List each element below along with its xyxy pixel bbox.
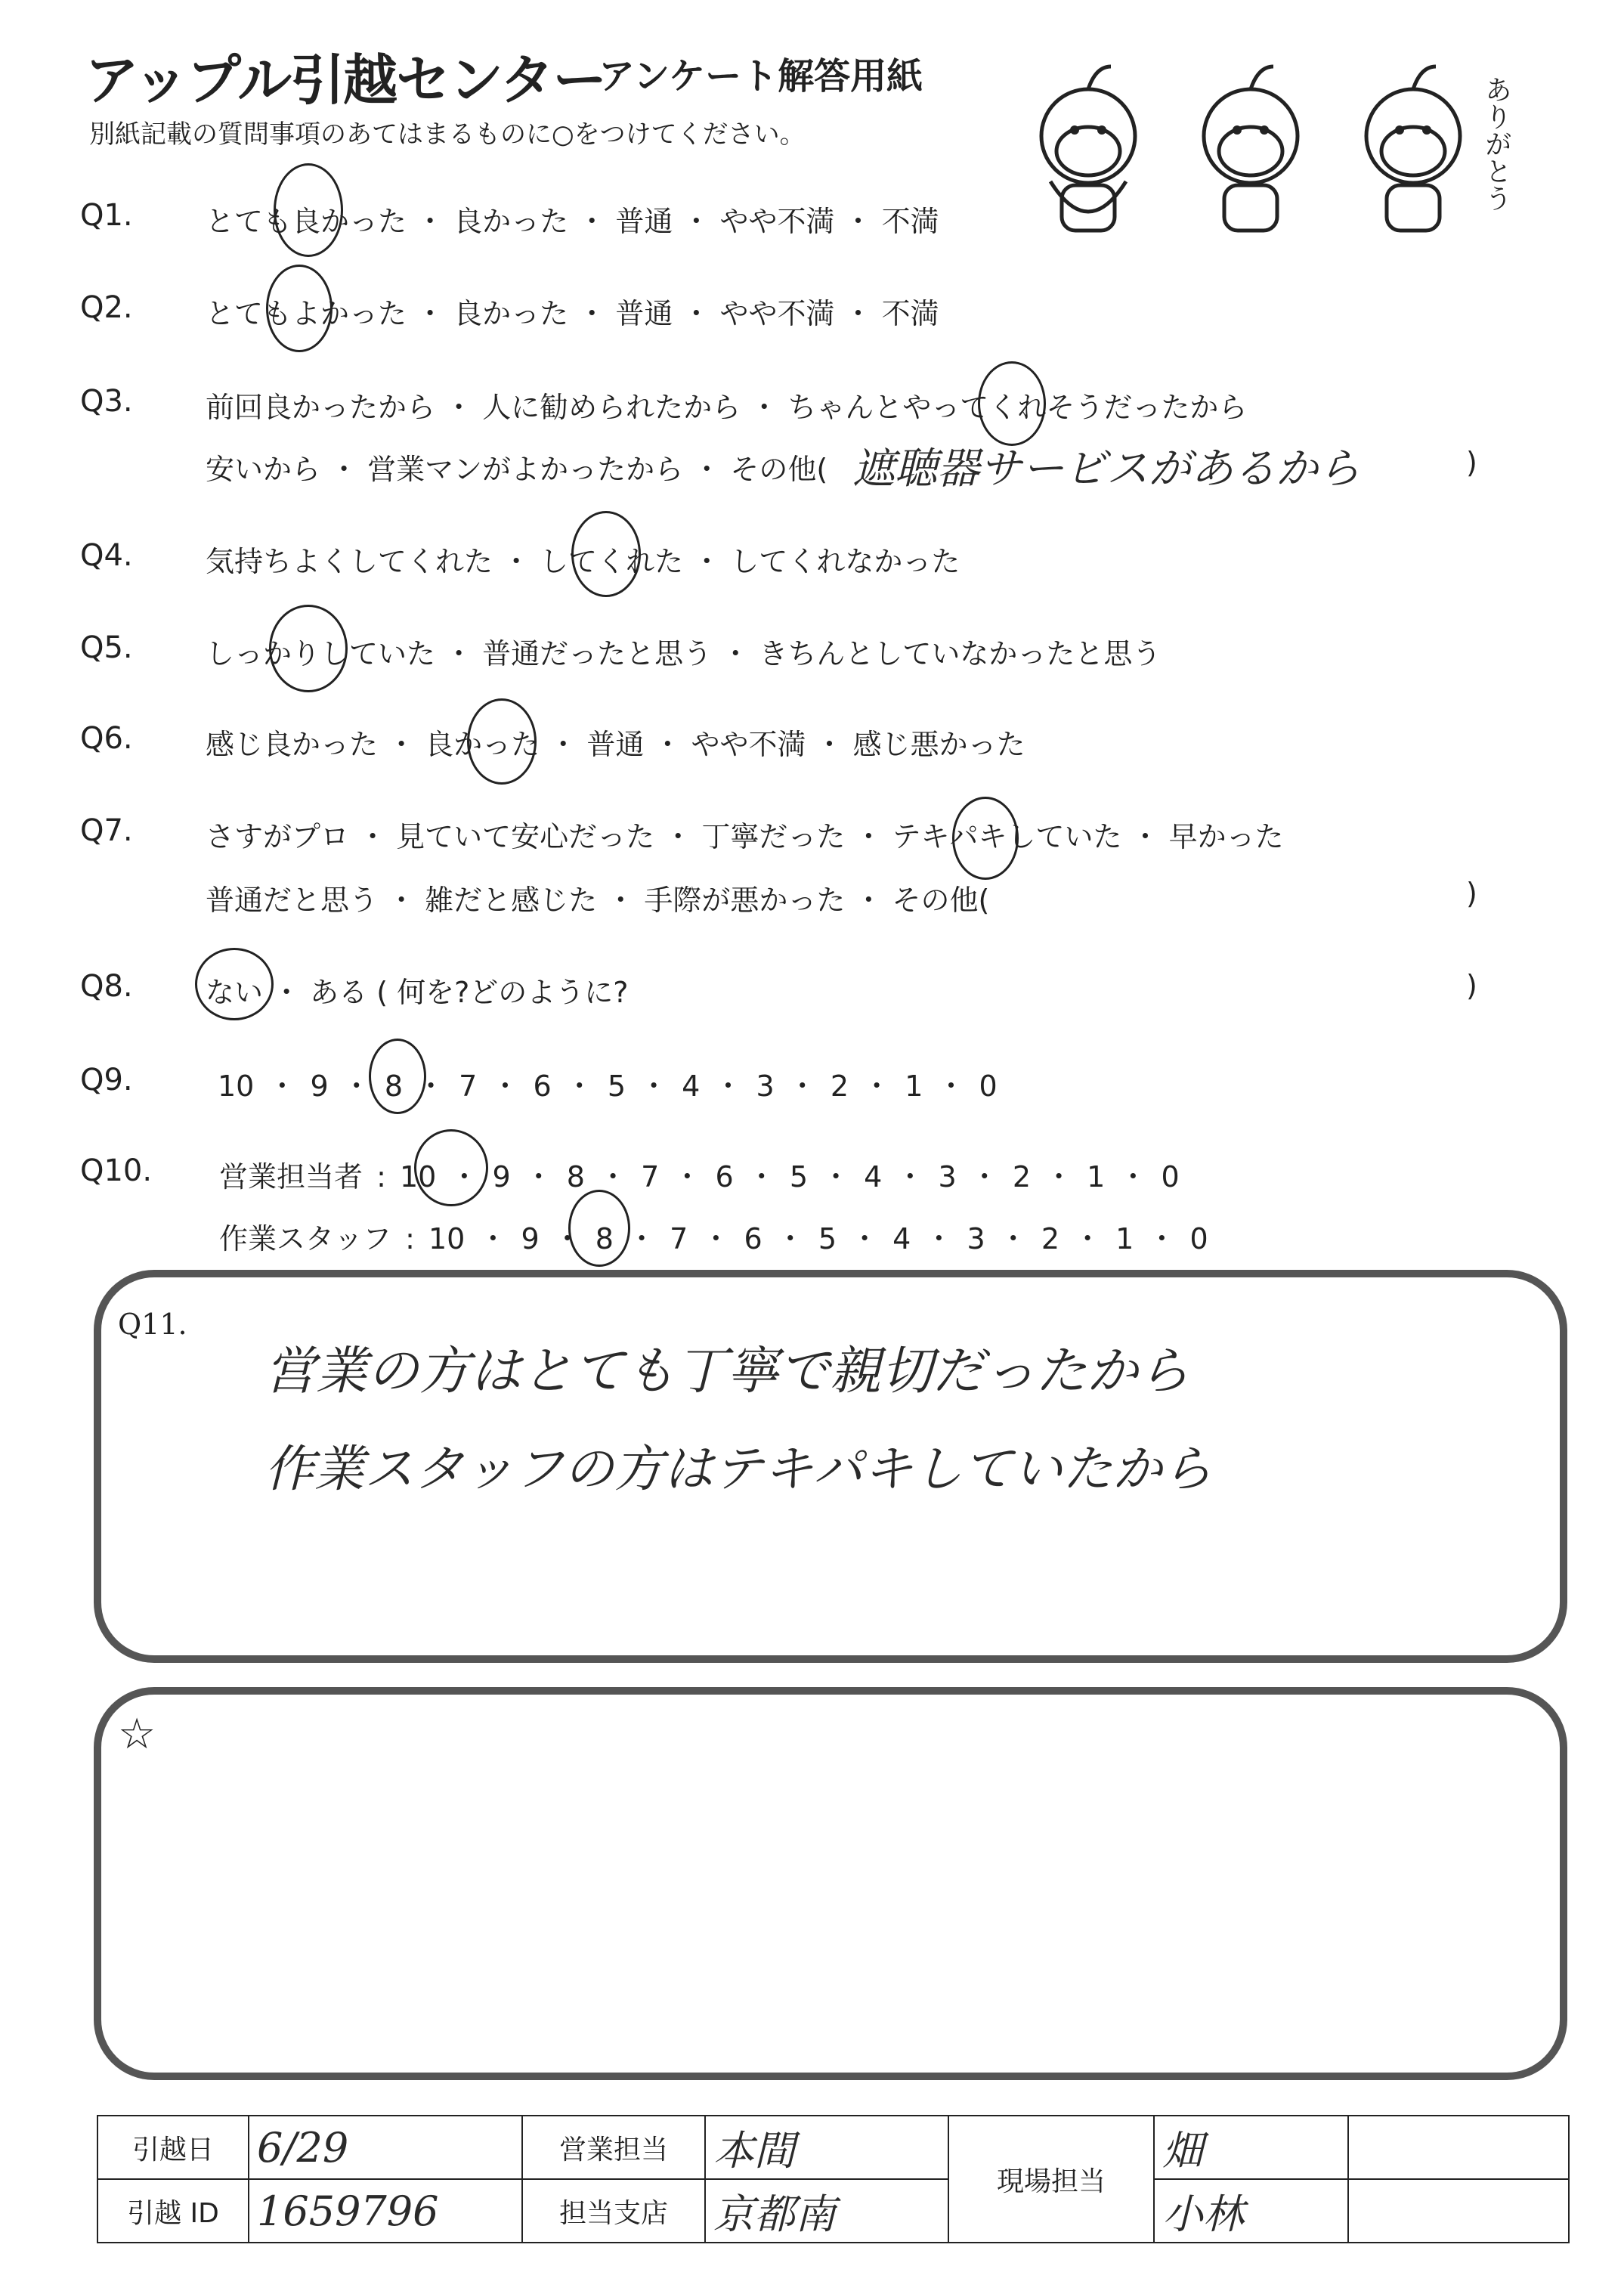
q6-options: 感じ良かった ・ 良かった ・ 普通 ・ やや不満 ・ 感じ悪かった xyxy=(206,728,1025,761)
q2-options: とてもよかった ・ 良かった ・ 普通 ・ やや不満 ・ 不満 xyxy=(206,297,939,330)
sales-rep-value: 本間 xyxy=(705,2116,948,2179)
q3-options-line2: 安いから ・ 営業マンがよかったから ・ その他( xyxy=(206,453,828,486)
q7-options-line2: 普通だと思う ・ 雑だと感じた ・ 手際が悪かった ・ その他( xyxy=(206,884,990,917)
q3-close-paren: ) xyxy=(1466,446,1477,479)
site-rep-extra-1 xyxy=(1348,2116,1569,2179)
branch-label: 担当支店 xyxy=(522,2179,705,2243)
q6-label: Q6. xyxy=(80,721,133,756)
site-rep-label: 現場担当 xyxy=(948,2116,1154,2243)
q8-label: Q8. xyxy=(80,969,133,1004)
q2-answer-circle xyxy=(266,265,333,352)
form-title: アップル引越センター xyxy=(85,48,606,112)
star-label: ☆ xyxy=(118,1710,156,1759)
q5-answer-circle xyxy=(269,605,348,692)
sales-rep-label: 営業担当 xyxy=(522,2116,705,2179)
q2-label: Q2. xyxy=(80,290,133,325)
site-rep-value-2: 小林 xyxy=(1154,2179,1348,2243)
move-date-value: 6/29 xyxy=(249,2116,522,2179)
monkey-mascot-illustration xyxy=(1020,45,1534,242)
q7-answer-circle xyxy=(952,797,1019,880)
q5-label: Q5. xyxy=(80,630,133,665)
thanks-text: ありがとう xyxy=(1480,76,1512,212)
move-id-label: 引越 ID xyxy=(97,2179,249,2243)
q4-options: 気持ちよくしてくれた ・ してくれた ・ してくれなかった xyxy=(206,545,960,578)
q8-close-paren: ) xyxy=(1466,969,1477,1002)
q3-label: Q3. xyxy=(80,384,133,419)
q7-options-line1: さすがプロ ・ 見ていて安心だった ・ 丁寧だった ・ テキパキしていた ・ 早かった xyxy=(206,820,1284,853)
move-id-value: 1659796 xyxy=(249,2179,522,2243)
q5-options: しっかりしていた ・ 普通だったと思う ・ きちんとしていなかったと思う xyxy=(206,637,1162,670)
q11-label: Q11. xyxy=(118,1308,187,1341)
q7-label: Q7. xyxy=(80,813,133,848)
q4-label: Q4. xyxy=(80,538,133,573)
q1-label: Q1. xyxy=(80,198,133,233)
q9-answer-circle xyxy=(369,1039,426,1114)
q1-options: とても良かった ・ 良かった ・ 普通 ・ やや不満 ・ 不満 xyxy=(206,205,939,238)
star-comment-box xyxy=(94,1687,1567,2080)
q10-staff-options: 作業スタッフ : 10 ・ 9 ・ 8 ・ 7 ・ 6 ・ 5 ・ 4 ・ 3 ・ 2 ・ 1 ・ 0 xyxy=(219,1222,1208,1255)
q7-close-paren: ) xyxy=(1466,877,1477,910)
q1-answer-circle xyxy=(274,163,343,257)
q6-answer-circle xyxy=(467,698,537,785)
footer-info-table xyxy=(97,2115,1570,2243)
q9-options: 10 ・ 9 ・ 8 ・ 7 ・ 6 ・ 5 ・ 4 ・ 3 ・ 2 ・ 1 ・ 0 xyxy=(218,1070,998,1103)
q3-options-line1: 前回良かったから ・ 人に勧められたから ・ ちゃんとやってくれそうだったから xyxy=(206,391,1248,424)
site-rep-value-1: 畑 xyxy=(1154,2116,1348,2179)
instructions: 別紙記載の質問事項のあてはまるものに○をつけてください。 xyxy=(89,119,806,150)
q8-options: ない ・ ある ( 何を?どのように? xyxy=(206,976,629,1009)
q9-label: Q9. xyxy=(80,1063,133,1097)
q11-answer-line1: 営業の方はとても丁寧で親切だったから xyxy=(264,1342,1190,1401)
q8-answer-circle xyxy=(195,948,274,1020)
q10-label: Q10. xyxy=(80,1153,153,1188)
q10-sales-answer-circle xyxy=(414,1129,488,1206)
form-subtitle: アンケート解答用紙 xyxy=(599,55,923,98)
q3-other-answer: 遮聴器サービスがあるから xyxy=(852,444,1360,494)
q10-sales-options: 営業担当者 : 10 ・ 9 ・ 8 ・ 7 ・ 6 ・ 5 ・ 4 ・ 3 ・ 2 ・ 1 ・ 0 xyxy=(219,1160,1180,1193)
q3-answer-circle xyxy=(978,361,1046,446)
q10-staff-answer-circle xyxy=(568,1190,630,1267)
q11-answer-line2: 作業スタッフの方はテキパキしていたから xyxy=(264,1440,1212,1498)
site-rep-extra-2 xyxy=(1348,2179,1569,2243)
move-date-label: 引越日 xyxy=(97,2116,249,2179)
branch-value: 京都南 xyxy=(705,2179,948,2243)
q4-answer-circle xyxy=(571,511,641,597)
